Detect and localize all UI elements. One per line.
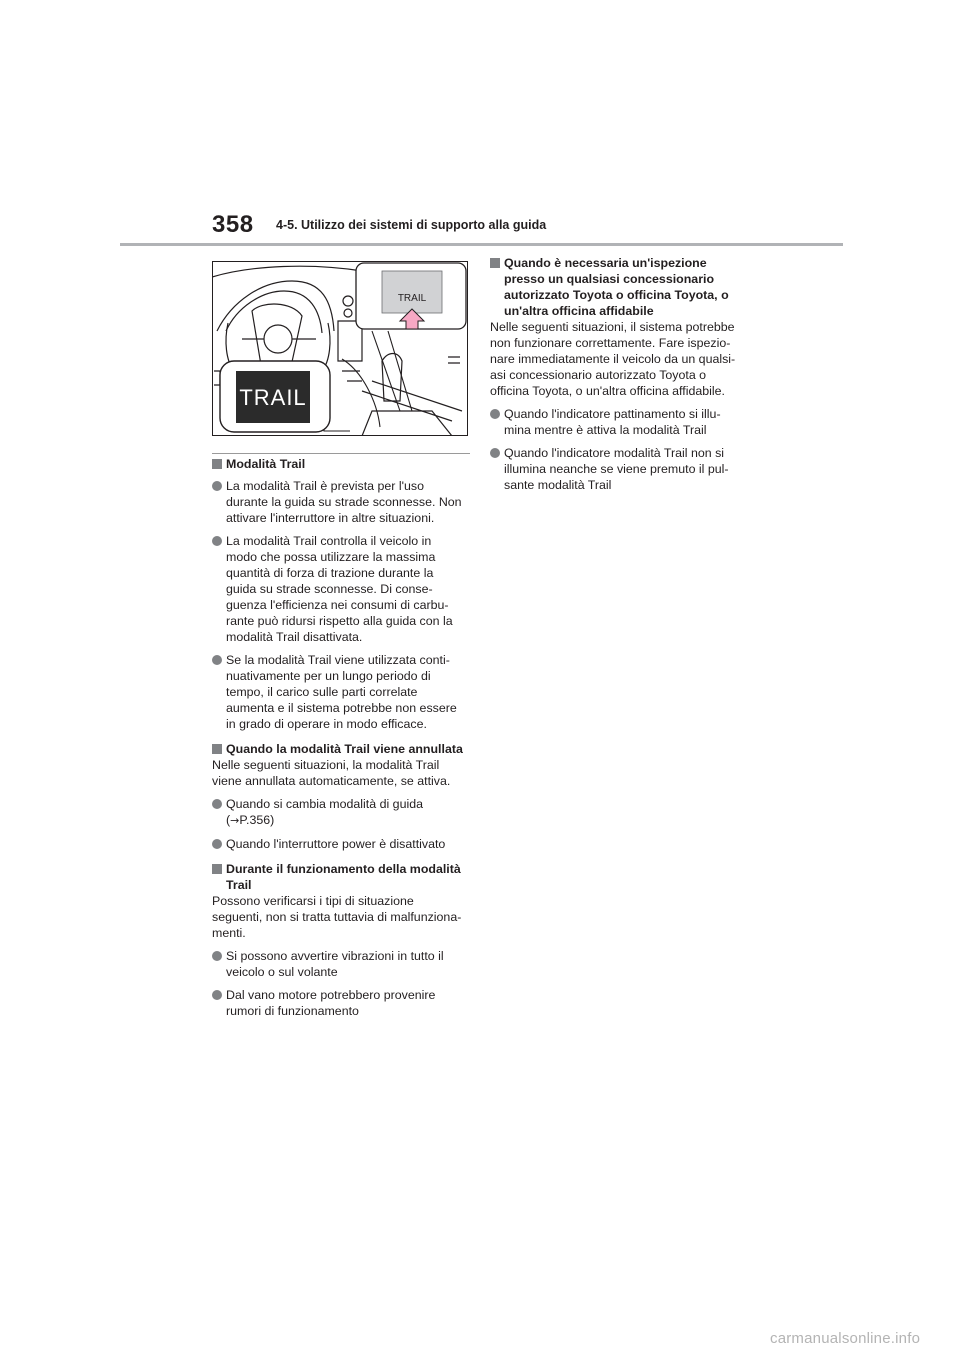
paragraph: Nelle seguenti situazioni, la modalità Trail viene annullata automaticamente, se attiva. [212,758,451,788]
header-rule [120,243,843,246]
bullet-item: Dal vano motore potrebbero provenire rumori di funzionamento [212,987,470,1019]
paragraph: Nelle seguenti situazioni, il sistema potrebbe non funzionare correttamente. Fare ispezio- nare immediatamente il veicolo da un qualsi- asi concessionario autorizzato Toyota o officina Toyota, o un'altra officina affidabile. [490,320,736,398]
bullet-dot-icon [490,448,500,458]
trail-button [382,271,442,313]
bullet-item: Se la modalità Trail viene utilizzata conti- nuativamente per un lungo periodo di tempo, il carico sulle parti correlate aumenta e il sistema potrebbe non essere in grado di operare in modo efficace. [212,652,470,732]
page-number: 358 [212,211,254,238]
trail-button-label: TRAIL [397,293,427,304]
heading-trail-mode: Modalità Trail [212,456,470,472]
left-column [212,453,470,1019]
bullet-dot-icon [212,990,222,1000]
bullet-item: Quando l'interruttore power è disattivato [212,836,470,852]
heading-square-icon [212,744,222,754]
bullet-dot-icon [212,951,222,961]
page-reference[interactable]: P.356) [239,813,275,827]
bullet-item: Si possono avvertire vibrazioni in tutto il veicolo o sul volante [212,948,470,980]
bullet-item: La modalità Trail controlla il veicolo in modo che possa utilizzare la massima quantità di forza di trazione durante la guida su strade sconnesse. Di conse- guenza l'efficienza nei consumi di carbu- rante può ridursi rispetto alla guida con la modalità Trail disattivata. [212,533,470,645]
bullet-item: Quando l'indicatore pattinamento si illu- mina mentre è attiva la modalità Trail [490,406,752,438]
heading-inspection: Quando è necessaria un'ispezione presso un qualsiasi concessionario autorizzato Toyota o officina Toyota, o un'altra officina affidabile [490,255,752,319]
heading-square-icon [490,258,500,268]
heading-square-icon [212,864,222,874]
right-column [490,255,752,493]
paragraph: Possono verificarsi i tipi di situazione seguenti, non si tratta tuttavia di malfunziona- menti. [212,894,462,940]
bullet-item: Quando si cambia modalità di guida (→P.356) [212,796,470,829]
section-title: 4-5. Utilizzo dei sistemi di supporto alla guida [276,218,547,232]
bullet-dot-icon [212,481,222,491]
bullet-dot-icon [212,799,222,809]
section-rule [212,453,470,454]
bullet-dot-icon [212,655,222,665]
trail-indicator-label: TRAIL [239,385,307,410]
bullet-dot-icon [212,536,222,546]
trail-mode-illustration [212,261,468,436]
heading-trail-operation: Durante il funzionamento della modalità Trail [212,861,470,893]
bullet-dot-icon [490,409,500,419]
watermark[interactable]: carmanualsonline.info [770,1330,921,1347]
heading-square-icon [212,459,222,469]
page-reference-arrow: → [230,814,240,827]
bullet-item: La modalità Trail è prevista per l'uso durante la guida su strade sconnesse. Non attivare l'interruttore in altre situazioni. [212,478,470,526]
heading-trail-cancelled: Quando la modalità Trail viene annullata [212,741,470,757]
bullet-item: Quando l'indicatore modalità Trail non si illumina neanche se viene premuto il pul- sante modalità Trail [490,445,752,493]
bullet-dot-icon [212,839,222,849]
